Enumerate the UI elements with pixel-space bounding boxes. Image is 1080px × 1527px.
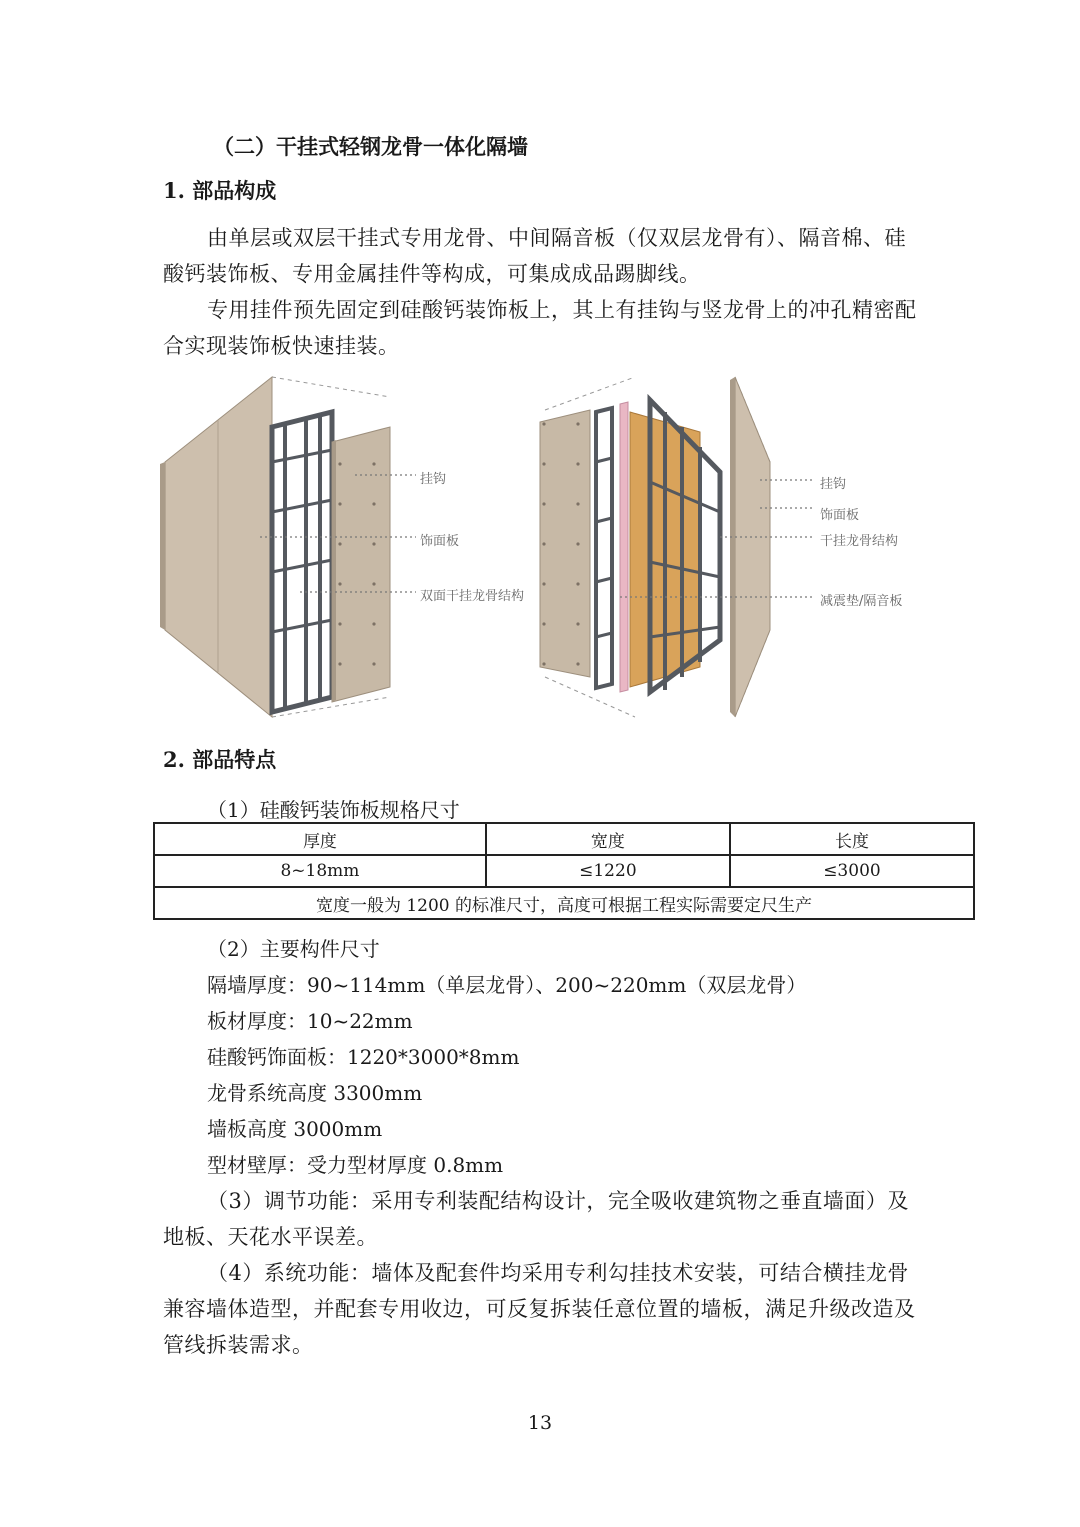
spec-line: 龙骨系统高度 3300mm — [207, 1081, 423, 1105]
table-header-cell: 厚度 — [154, 823, 486, 855]
para-hooks-line2: 合实现装饰板快速挂装。 — [163, 334, 400, 358]
label-hook-left: 挂钩 — [420, 472, 447, 487]
item-system-line1: （4）系统功能：墙体及配套件均采用专利勾挂技术安装，可结合横挂龙骨 — [207, 1261, 909, 1285]
heading-components: 1. 部品构成 — [163, 178, 277, 203]
table-header-row — [154, 823, 974, 855]
label-keel-structure: 干挂龙骨结构 — [820, 534, 899, 549]
heading-features: 2. 部品特点 — [163, 747, 277, 772]
table-header-cell: 宽度 — [486, 823, 730, 855]
table-cell: ≤3000 — [730, 855, 974, 887]
page-number: 13 — [527, 1412, 553, 1434]
para-components-line1: 由单层或双层干挂式专用龙骨、中间隔音板（仅双层龙骨有）、隔音棉、硅 — [207, 226, 906, 250]
spec-line: 硅酸钙饰面板：1220*3000*8mm — [207, 1045, 520, 1069]
spec-line: 型材壁厚：受力型材厚度 0.8mm — [207, 1153, 504, 1177]
single-layer-assembly — [160, 377, 416, 717]
table-cell: ≤1220 — [486, 855, 730, 887]
table-note-row — [154, 887, 974, 919]
label-damping-pad: 减震垫/隔音板 — [820, 594, 903, 609]
table-note: 宽度一般为 1200 的标准尺寸，高度可根据工程实际需要定尺生产 — [154, 887, 974, 919]
section-title: （二）干挂式轻钢龙骨一体化隔墙 — [213, 134, 528, 159]
wall-structure-figure — [160, 372, 930, 722]
double-layer-assembly — [540, 377, 815, 717]
board-size-table — [153, 822, 975, 920]
item-system-line2: 兼容墙体造型，并配套专用收边，可反复拆装任意位置的墙板，满足升级改造及 — [163, 1297, 916, 1321]
item-adjust-line2: 地板、天花水平误差。 — [163, 1225, 378, 1249]
item-board-size: （1）硅酸钙装饰板规格尺寸 — [207, 798, 460, 822]
table-row — [154, 855, 974, 887]
spec-line: 墙板高度 3000mm — [207, 1117, 383, 1141]
table-cell: 8~18mm — [154, 855, 486, 887]
spec-line: 隔墙厚度：90~114mm（单层龙骨）、200~220mm（双层龙骨） — [207, 973, 807, 997]
spec-line: 板材厚度：10~22mm — [207, 1009, 413, 1033]
label-facing-board-right: 饰面板 — [820, 508, 860, 523]
item-component-sizes: （2）主要构件尺寸 — [207, 937, 380, 961]
label-hook-right: 挂钩 — [820, 477, 847, 492]
para-components-line2: 酸钙装饰板、专用金属挂件等构成，可集成成品踢脚线。 — [163, 262, 701, 286]
label-double-keel-structure: 双面干挂龙骨结构 — [420, 589, 525, 604]
item-system-line3: 管线拆装需求。 — [163, 1333, 314, 1357]
table-header-cell: 长度 — [730, 823, 974, 855]
para-hooks-line1: 专用挂件预先固定到硅酸钙装饰板上，其上有挂钩与竖龙骨上的冲孔精密配 — [207, 298, 917, 322]
figure-illustration — [160, 372, 930, 722]
label-facing-board-left: 饰面板 — [420, 534, 460, 549]
item-adjust-line1: （3）调节功能：采用专利装配结构设计，完全吸收建筑物之垂直墙面）及 — [207, 1189, 909, 1213]
